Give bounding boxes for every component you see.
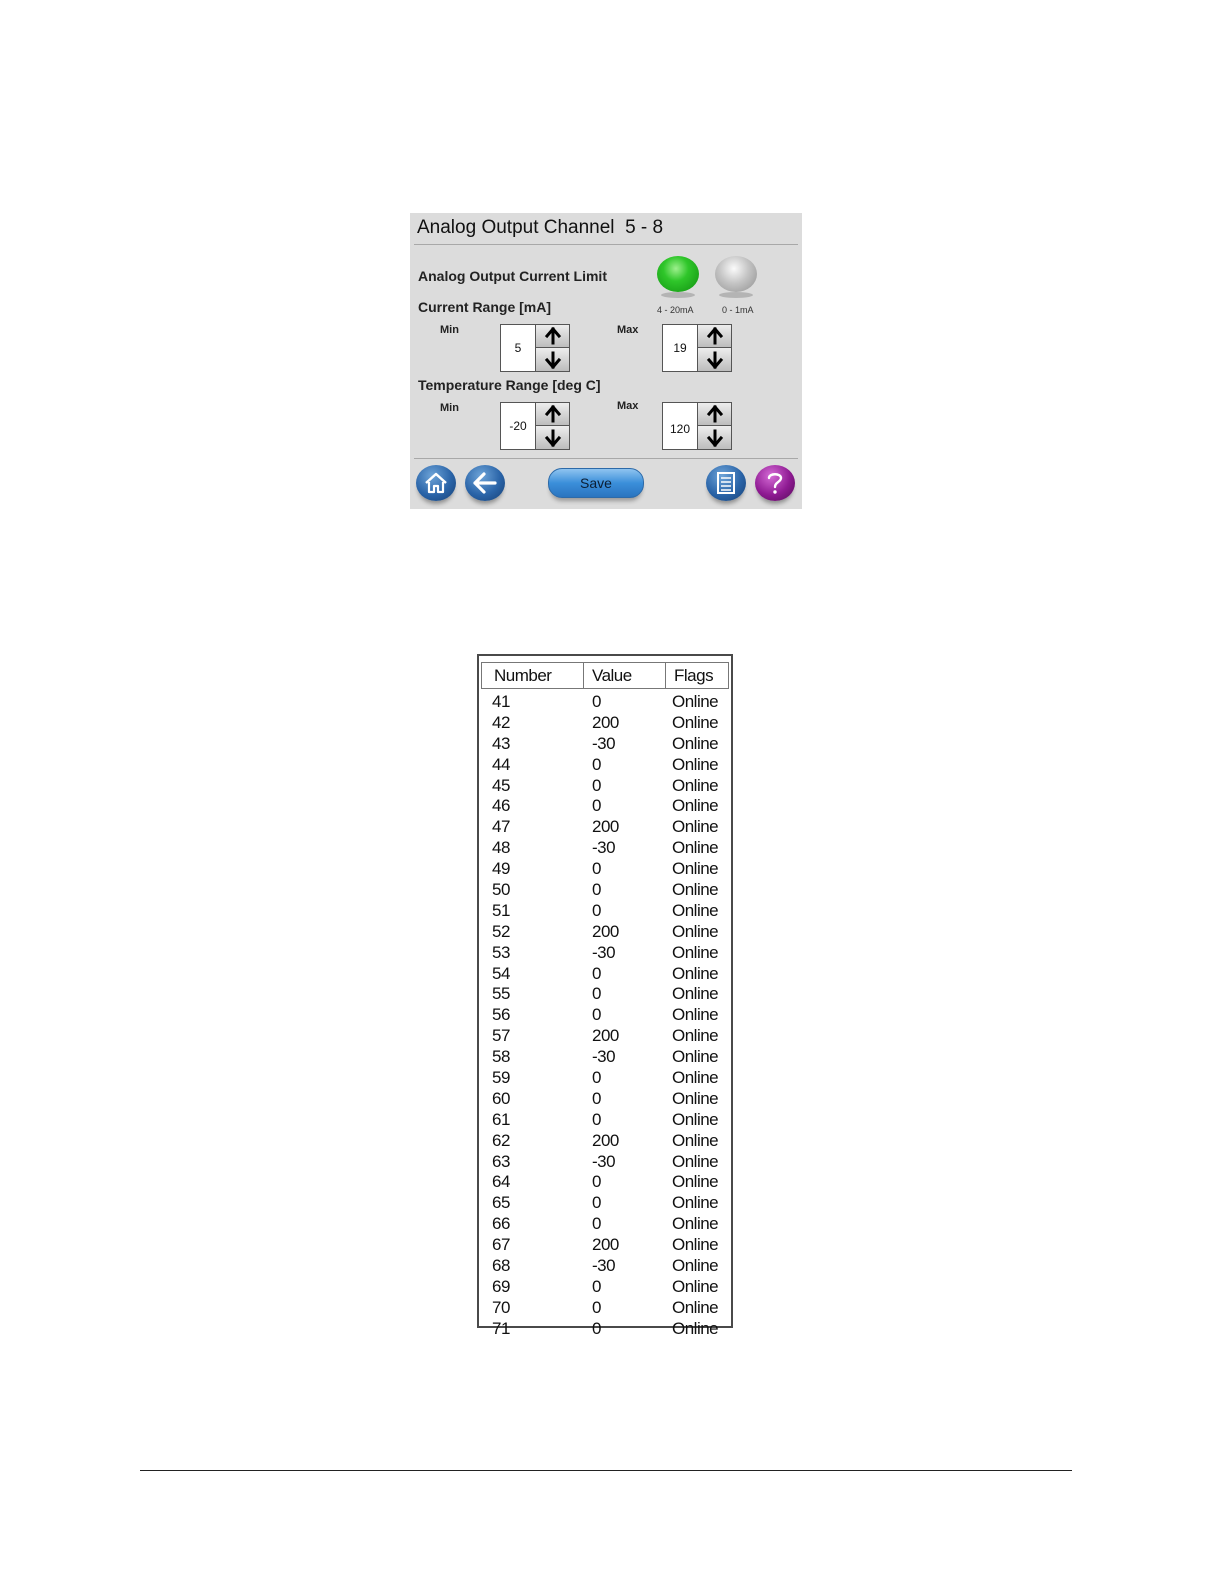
cell-value: 0 — [592, 796, 601, 816]
cell-value: 200 — [592, 712, 619, 732]
list-item[interactable] — [479, 942, 731, 963]
analog-output-panel — [410, 213, 802, 509]
current-min-value[interactable]: 5 — [514, 341, 522, 355]
cell-value: 0 — [592, 1193, 601, 1213]
cell-flags: Online — [672, 1088, 719, 1108]
cell-flags: Online — [672, 963, 719, 983]
cell-value: 0 — [592, 963, 601, 983]
cell-number: 41 — [492, 692, 510, 711]
cell-number: 54 — [492, 963, 510, 983]
arrow-left-icon — [472, 472, 498, 494]
cell-value: 0 — [592, 859, 601, 879]
cell-value: 0 — [592, 900, 601, 920]
current-max-down-button[interactable] — [697, 348, 731, 371]
cell-number: 44 — [492, 754, 510, 774]
page-footer-rule — [140, 1470, 1072, 1471]
cell-flags: Online — [672, 1005, 719, 1025]
panel-title: Analog Output Channel 5 - 8 — [417, 217, 664, 238]
cell-value: 0 — [592, 754, 601, 774]
header-separator[interactable] — [583, 663, 584, 688]
register-list[interactable] — [477, 654, 733, 1338]
home-icon — [423, 471, 449, 495]
list-item[interactable] — [479, 1046, 731, 1067]
list-item[interactable] — [479, 983, 731, 1004]
cell-value: 200 — [592, 1130, 619, 1150]
cell-number: 67 — [492, 1235, 510, 1255]
cell-number: 68 — [492, 1256, 510, 1276]
list-item[interactable] — [479, 879, 731, 900]
cell-value: -30 — [592, 1047, 616, 1067]
temp-max-label: Max — [617, 400, 639, 412]
cell-flags: Online — [672, 1109, 719, 1129]
cell-number: 65 — [492, 1193, 510, 1213]
cell-number: 49 — [492, 859, 510, 879]
cell-flags: Online — [672, 1318, 719, 1338]
cell-flags: Online — [672, 1026, 719, 1046]
temp-min-label: Min — [440, 402, 459, 414]
home-button[interactable] — [416, 465, 456, 501]
save-button[interactable]: Save — [548, 468, 644, 498]
cell-value: 0 — [592, 1005, 601, 1025]
list-item[interactable] — [479, 837, 731, 858]
temp-min-stepper[interactable] — [500, 402, 570, 450]
arrow-down-icon — [546, 430, 560, 446]
list-item[interactable] — [479, 900, 731, 921]
cell-flags: Online — [672, 942, 719, 962]
list-item[interactable] — [479, 1213, 731, 1234]
list-header — [481, 662, 729, 689]
cell-value: 0 — [592, 1297, 601, 1317]
cell-value: 200 — [592, 921, 619, 941]
cell-number: 69 — [492, 1276, 510, 1296]
cell-number: 45 — [492, 775, 510, 795]
cell-number: 53 — [492, 942, 510, 962]
list-item[interactable] — [479, 858, 731, 879]
temp-min-value[interactable]: -20 — [509, 419, 527, 433]
cell-value: -30 — [592, 838, 616, 858]
current-min-stepper[interactable] — [500, 324, 570, 372]
header-value[interactable]: Value — [592, 666, 632, 685]
arrow-down-icon — [546, 352, 560, 368]
list-item[interactable] — [479, 712, 731, 733]
cell-number: 55 — [492, 984, 510, 1004]
cell-number: 64 — [492, 1172, 510, 1192]
list-item[interactable] — [479, 1151, 731, 1172]
cell-number: 51 — [492, 900, 510, 920]
list-item[interactable] — [479, 1276, 731, 1297]
list-item[interactable] — [479, 1192, 731, 1213]
cell-value: -30 — [592, 1151, 616, 1171]
current-range-label: Current Range [mA] — [418, 299, 552, 315]
title-divider — [414, 244, 798, 245]
list-item[interactable] — [479, 775, 731, 796]
list-rows — [479, 691, 731, 1339]
cell-value: 0 — [592, 1318, 601, 1338]
document-list-icon — [716, 471, 736, 495]
cell-flags: Online — [672, 1151, 719, 1171]
temperature-range-label: Temperature Range [deg C] — [418, 377, 601, 393]
cell-value: 0 — [592, 1276, 601, 1296]
list-item[interactable] — [479, 1255, 731, 1276]
current-min-up-button[interactable] — [535, 325, 569, 348]
arrow-up-icon — [546, 406, 560, 422]
cell-number: 60 — [492, 1088, 510, 1108]
list-item[interactable] — [479, 1130, 731, 1151]
cell-number: 47 — [492, 817, 510, 837]
led-4-20ma-caption: 4 - 20mA — [657, 305, 694, 315]
led-0-1ma-button[interactable] — [715, 256, 757, 292]
list-item[interactable] — [479, 921, 731, 942]
cell-flags: Online — [672, 817, 719, 837]
cell-number: 48 — [492, 838, 510, 858]
cell-flags: Online — [672, 712, 719, 732]
list-item[interactable] — [479, 733, 731, 754]
cell-value: 0 — [592, 692, 601, 711]
cell-flags: Online — [672, 1047, 719, 1067]
cell-value: -30 — [592, 1256, 616, 1276]
current-limit-label: Analog Output Current Limit — [418, 268, 607, 284]
current-max-value[interactable]: 19 — [673, 341, 687, 355]
cell-number: 58 — [492, 1047, 510, 1067]
current-max-up-button[interactable] — [697, 325, 731, 348]
cell-flags: Online — [672, 900, 719, 920]
cell-value: 0 — [592, 1214, 601, 1234]
list-item[interactable] — [479, 816, 731, 837]
list-item[interactable] — [479, 691, 731, 712]
help-button[interactable] — [755, 465, 795, 501]
cell-number: 66 — [492, 1214, 510, 1234]
cell-flags: Online — [672, 1214, 719, 1234]
arrow-up-icon — [546, 328, 560, 344]
cell-number: 50 — [492, 880, 510, 900]
cell-flags: Online — [672, 1297, 719, 1317]
list-item[interactable] — [479, 1088, 731, 1109]
cell-flags: Online — [672, 775, 719, 795]
cell-number: 52 — [492, 921, 510, 941]
temp-max-stepper[interactable] — [662, 402, 732, 450]
cell-flags: Online — [672, 733, 719, 753]
cell-flags: Online — [672, 1130, 719, 1150]
cell-number: 43 — [492, 733, 510, 753]
list-item[interactable] — [479, 963, 731, 984]
back-button[interactable] — [465, 465, 505, 501]
cell-flags: Online — [672, 796, 719, 816]
current-max-stepper[interactable] — [662, 324, 732, 372]
cell-value: 0 — [592, 775, 601, 795]
cell-flags: Online — [672, 1068, 719, 1088]
bottom-divider — [414, 458, 798, 459]
cell-number: 62 — [492, 1130, 510, 1150]
cell-flags: Online — [672, 921, 719, 941]
question-mark-icon — [765, 470, 785, 496]
current-max-label: Max — [617, 324, 639, 336]
cell-value: 0 — [592, 1172, 601, 1192]
list-item[interactable] — [479, 1318, 731, 1339]
cell-flags: Online — [672, 859, 719, 879]
cell-value: -30 — [592, 942, 616, 962]
cell-value: 200 — [592, 1026, 619, 1046]
cell-flags: Online — [672, 838, 719, 858]
list-item[interactable] — [479, 1297, 731, 1318]
list-item[interactable] — [479, 1025, 731, 1046]
cell-value: 0 — [592, 880, 601, 900]
current-min-label: Min — [440, 324, 459, 336]
cell-flags: Online — [672, 1172, 719, 1192]
list-item[interactable] — [479, 795, 731, 816]
led-4-20ma-button[interactable] — [657, 256, 699, 292]
cell-number: 57 — [492, 1026, 510, 1046]
list-item[interactable] — [479, 1234, 731, 1255]
arrow-up-icon — [708, 406, 722, 422]
log-button[interactable] — [706, 465, 746, 501]
cell-value: 200 — [592, 817, 619, 837]
led-0-1ma-caption: 0 - 1mA — [722, 305, 754, 315]
cell-flags: Online — [672, 1276, 719, 1296]
temp-max-down-button[interactable] — [697, 426, 731, 449]
temp-max-up-button[interactable] — [697, 403, 731, 426]
header-number[interactable]: Number — [494, 666, 552, 685]
list-item[interactable] — [479, 1067, 731, 1088]
cell-value: 0 — [592, 1068, 601, 1088]
cell-number: 61 — [492, 1109, 510, 1129]
cell-number: 56 — [492, 1005, 510, 1025]
arrow-down-icon — [708, 352, 722, 368]
header-flags[interactable]: Flags — [674, 666, 714, 685]
temp-min-up-button[interactable] — [535, 403, 569, 426]
arrow-up-icon — [708, 328, 722, 344]
temp-max-value[interactable]: 120 — [669, 422, 691, 436]
list-item[interactable] — [479, 1004, 731, 1025]
cell-number: 63 — [492, 1151, 510, 1171]
cell-flags: Online — [672, 984, 719, 1004]
cell-flags: Online — [672, 754, 719, 774]
temp-min-down-button[interactable] — [535, 426, 569, 449]
cell-value: 0 — [592, 984, 601, 1004]
cell-flags: Online — [672, 880, 719, 900]
list-item[interactable] — [479, 1171, 731, 1192]
cell-flags: Online — [672, 1235, 719, 1255]
arrow-down-icon — [708, 430, 722, 446]
header-separator[interactable] — [665, 663, 666, 688]
cell-value: -30 — [592, 733, 616, 753]
cell-value: 200 — [592, 1235, 619, 1255]
cell-number: 71 — [492, 1318, 510, 1338]
cell-number: 59 — [492, 1068, 510, 1088]
cell-number: 70 — [492, 1297, 510, 1317]
cell-flags: Online — [672, 1256, 719, 1276]
cell-flags: Online — [672, 692, 719, 711]
cell-number: 46 — [492, 796, 510, 816]
list-item[interactable] — [479, 1109, 731, 1130]
cell-value: 0 — [592, 1109, 601, 1129]
list-item[interactable] — [479, 754, 731, 775]
cell-flags: Online — [672, 1193, 719, 1213]
cell-value: 0 — [592, 1088, 601, 1108]
current-min-down-button[interactable] — [535, 348, 569, 371]
cell-number: 42 — [492, 712, 510, 732]
